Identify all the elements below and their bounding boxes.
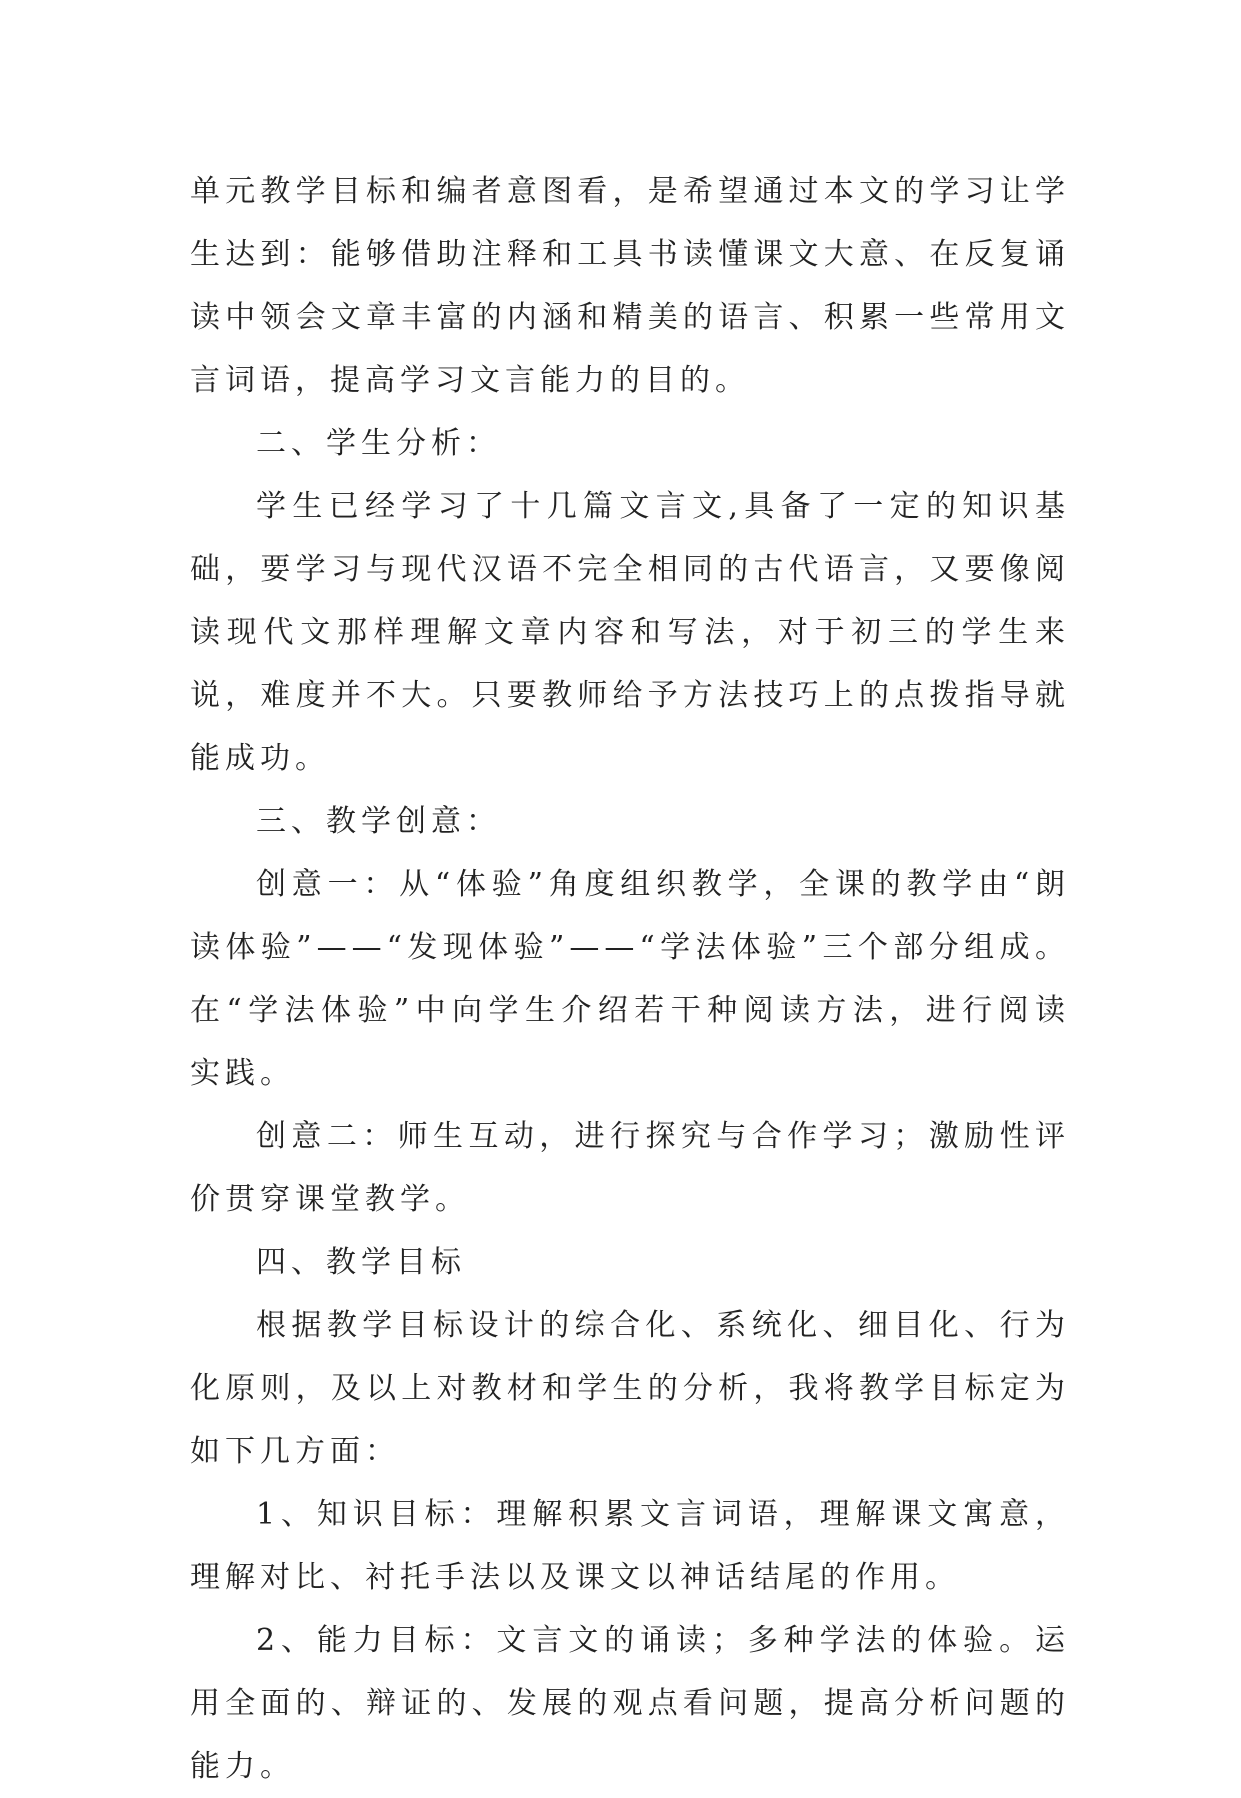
document-body — [190, 160, 1070, 1798]
paragraph-ability-goal: 2、能力目标：文言文的诵读；多种学法的体验。运用全面的、辩证的、发展的观点看问题，提高分析问题的能力。 — [190, 1623, 1070, 1784]
paragraph-continuation: 单元教学目标和编者意图看，是希望通过本文的学习让学生达到：能够借助注释和工具书读懂课文大意、在反复诵读中领会文章丰富的内涵和精美的语言、积累一些常用文言词语，提高学习文言能力的目的。 — [190, 174, 1070, 398]
heading-teaching-ideas: 三、教学创意： — [256, 804, 501, 839]
paragraph-goals-intro: 根据教学目标设计的综合化、系统化、细目化、行为化原则，及以上对教材和学生的分析，我将教学目标定为如下几方面： — [190, 1308, 1070, 1469]
paragraph-knowledge-goal: 1、知识目标：理解积累文言词语，理解课文寓意，理解对比、衬托手法以及课文以神话结尾的作用。 — [190, 1497, 1070, 1595]
paragraph-idea-two: 创意二：师生互动，进行探究与合作学习；激励性评价贯穿课堂教学。 — [190, 1119, 1070, 1217]
paragraph-student-analysis: 学生已经学习了十几篇文言文,具备了一定的知识基础，要学习与现代汉语不完全相同的古代语言，又要像阅读现代文那样理解文章内容和写法，对于初三的学生来说，难度并不大。只要教师给予方法技巧上的点拨指导就能成功。 — [190, 489, 1070, 776]
paragraph-idea-one: 创意一：从“体验”角度组织教学，全课的教学由“朗读体验”——“发现体验”——“学法体验”三个部分组成。在“学法体验”中向学生介绍若干种阅读方法，进行阅读实践。 — [190, 867, 1070, 1091]
heading-teaching-goals: 四、教学目标 — [256, 1245, 466, 1280]
heading-student-analysis: 二、学生分析： — [256, 426, 501, 461]
